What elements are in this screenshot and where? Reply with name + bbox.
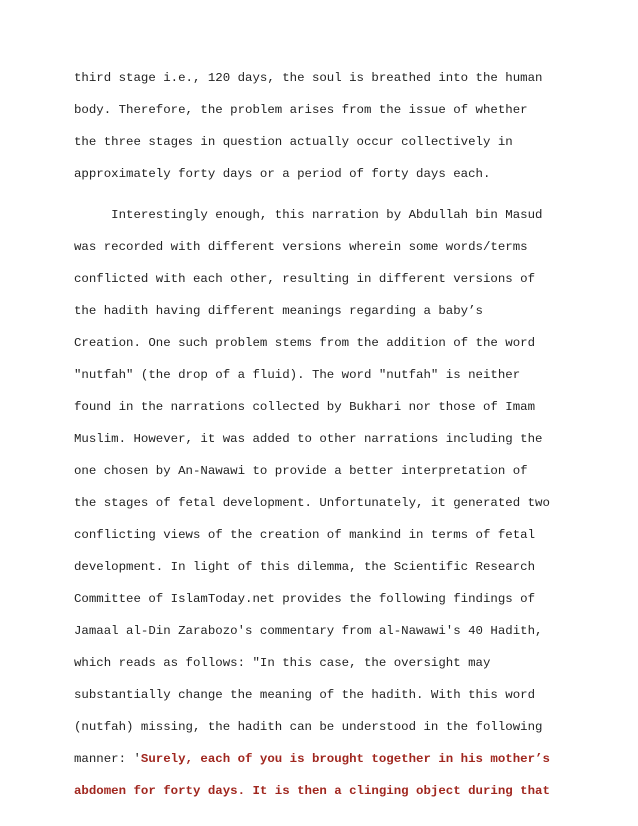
text-line: conflicted with each other, resulting in different versions of <box>74 272 536 286</box>
line-prefix: manner: ' <box>74 752 141 766</box>
text-line: Jamaal al-Din Zarabozo's commentary from al-Nawawi's 40 Hadith, <box>74 624 543 638</box>
text-line: Muslim. However, it was added to other narrations including the <box>74 432 543 446</box>
text-line: Committee of IslamToday.net provides the following findings of <box>74 592 536 606</box>
text-line: was recorded with different versions wherein some words/terms <box>74 240 528 254</box>
text-line: conflicting views of the creation of mankind in terms of fetal <box>74 528 536 542</box>
highlighted-quote: abdomen for forty days. It is then a clinging object during that <box>74 784 550 798</box>
text-line: third stage i.e., 120 days, the soul is breathed into the human <box>74 71 543 85</box>
text-line: one chosen by An-Nawawi to provide a better interpretation of <box>74 464 528 478</box>
text-line: the hadith having different meanings regarding a baby’s <box>74 304 483 318</box>
text-line: the stages of fetal development. Unfortunately, it generated two <box>74 496 550 510</box>
text-line: found in the narrations collected by Bukhari nor those of Imam <box>74 400 536 414</box>
text-line: (nutfah) missing, the hadith can be understood in the following <box>74 720 543 734</box>
highlighted-quote: Surely, each of you is brought together in his mother’s <box>140 752 550 766</box>
text-line: "nutfah" (the drop of a fluid). The word "nutfah" is neither <box>74 368 521 382</box>
text-line: Creation. One such problem stems from the addition of the word <box>74 336 536 350</box>
quote-line <box>74 783 550 799</box>
text-line: development. In light of this dilemma, the Scientific Research <box>74 560 536 574</box>
quote-start-line <box>74 751 550 767</box>
text-line: the three stages in question actually occur collectively in <box>74 135 513 149</box>
paragraph-first-line: Interestingly enough, this narration by Abdullah bin Masud <box>74 208 543 222</box>
text-line: body. Therefore, the problem arises from the issue of whether <box>74 103 528 117</box>
text-line: approximately forty days or a period of forty days each. <box>74 167 491 181</box>
text-line: substantially change the meaning of the hadith. With this word <box>74 688 536 702</box>
text-line: which reads as follows: "In this case, the oversight may <box>74 656 491 670</box>
